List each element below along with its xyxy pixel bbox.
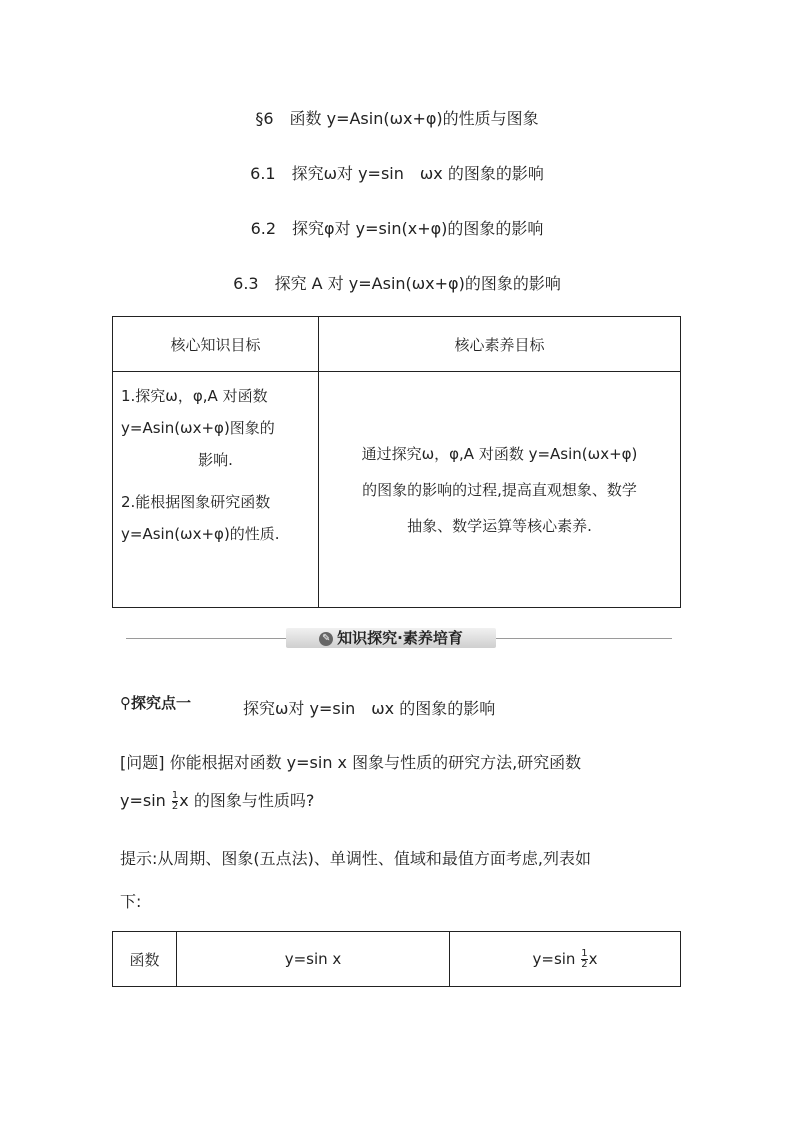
fraction-one-half: $\frac{1}{2}$ <box>581 947 588 970</box>
knowledge-goals-header: 核心知识目标 <box>113 317 319 372</box>
header-sin-x: y=sin x <box>177 932 450 987</box>
header-sin-half-x: y=sin $\frac{1}{2}$ x <box>450 932 681 987</box>
comparison-table <box>112 931 681 987</box>
subsection-title-6-3: 6.3 探究 A 对 y=Asin(ωx+φ)的图象的影响 <box>233 274 561 293</box>
section-banner <box>126 628 672 648</box>
goals-table <box>112 316 681 608</box>
question-line-1: [问题] 你能根据对函数 y=sin x 图象与性质的研究方法,研究函数 <box>120 753 582 772</box>
subsection-title-6-1: 6.1 探究ω对 y=sin ωx 的图象的影响 <box>250 164 544 183</box>
explore-tag: ⚲探究点一 <box>120 694 192 712</box>
subsection-title-6-2: 6.2 探究φ对 y=sin(x+φ)的图象的影响 <box>250 219 544 238</box>
hint-line-1: 提示:从周期、图象(五点法)、单调性、值域和最值方面考虑,列表如 <box>120 849 591 868</box>
knowledge-goal-line: y=Asin(ωx+φ)图象的 <box>121 419 275 437</box>
section-title: §6 函数 y=Asin(ωx+φ)的性质与图象 <box>255 109 539 128</box>
knowledge-goal-line: y=Asin(ωx+φ)的性质. <box>121 525 280 543</box>
banner-badge <box>286 628 496 648</box>
literacy-goals-cell <box>319 372 681 608</box>
question-line-2: y=sin $\frac{1}{2}$ x 的图象与性质吗? <box>120 790 315 812</box>
knowledge-goal-line: 影响. <box>198 451 233 469</box>
banner-rule-right <box>496 638 672 639</box>
knowledge-goals-cell <box>113 372 319 608</box>
banner-rule-left <box>126 638 286 639</box>
literacy-goals-header: 核心素养目标 <box>319 317 681 372</box>
pencil-icon: ✎ <box>319 632 333 646</box>
literacy-goal-line: 抽象、数学运算等核心素养. <box>407 516 592 535</box>
hint-line-2: 下: <box>120 892 142 911</box>
banner-label: 知识探究·素养培育 <box>337 629 463 647</box>
literacy-goal-line: 通过探究ω，φ,A 对函数 y=Asin(ωx+φ) <box>361 444 638 463</box>
fraction-one-half: $\frac{1}{2}$ <box>171 790 179 812</box>
knowledge-goal-line: 2.能根据图象研究函数 <box>121 493 271 511</box>
explore-title: 探究ω对 y=sin ωx 的图象的影响 <box>243 699 496 718</box>
literacy-goal-line: 的图象的影响的过程,提高直观想象、数学 <box>362 480 637 499</box>
knowledge-goal-line: 1.探究ω，φ,A 对函数 <box>121 387 268 405</box>
magnifier-icon: ⚲ <box>120 694 131 712</box>
header-function: 函数 <box>113 932 177 987</box>
